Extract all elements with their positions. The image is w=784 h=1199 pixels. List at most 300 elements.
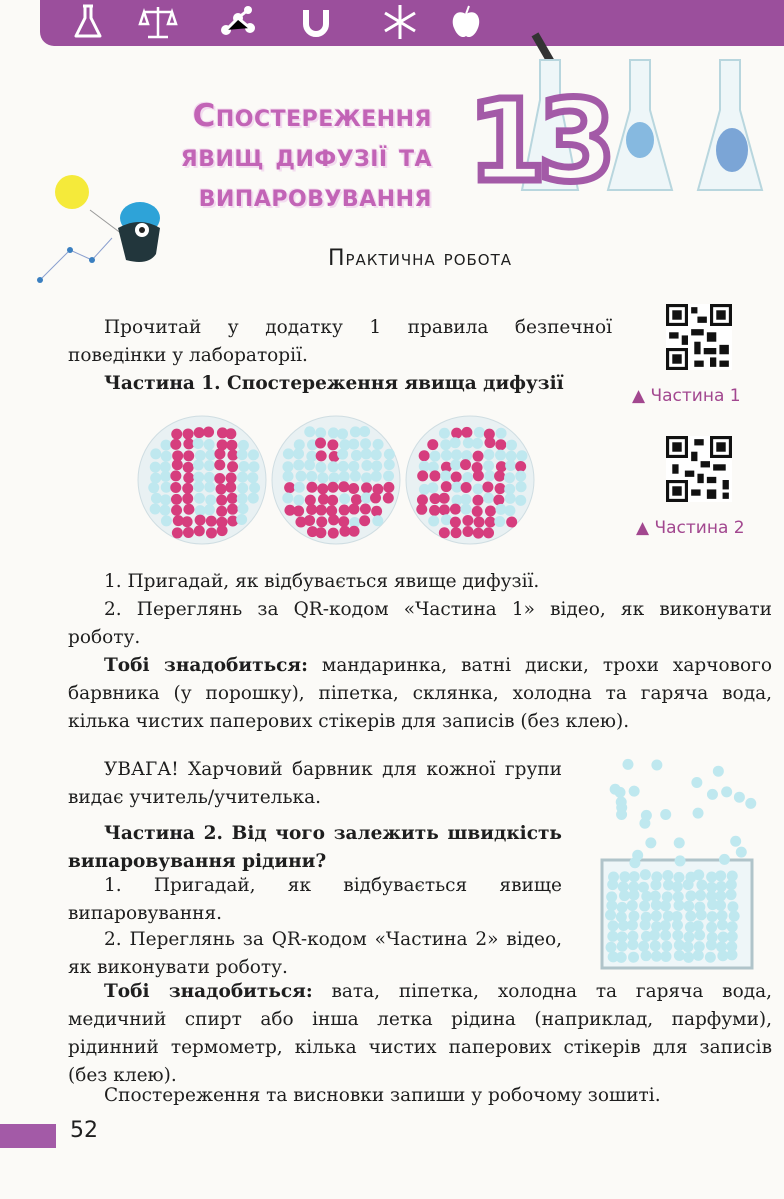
title-line-3: випаровування (198, 178, 432, 214)
particle (439, 493, 450, 504)
particle (204, 504, 215, 515)
particle (726, 949, 737, 960)
particle (638, 941, 649, 952)
particle (451, 472, 462, 483)
particle (661, 941, 672, 952)
part1-step2: 2. Переглянь за QR-кодом «Частина 1» відео, як виконувати роботу. (68, 599, 772, 648)
particle (361, 472, 372, 483)
particle (674, 900, 685, 911)
particle (605, 909, 616, 920)
particle (461, 427, 472, 438)
particle (660, 951, 671, 962)
particle (696, 880, 707, 891)
particle (450, 504, 461, 515)
particle (293, 495, 304, 506)
particle (227, 461, 238, 472)
evaporation-illustration (592, 756, 762, 972)
part1-step1: 1. Пригадай, як відбувається явище дифузії. (104, 571, 540, 592)
particle (339, 505, 350, 516)
particle (361, 448, 372, 459)
particle (461, 482, 472, 493)
particle (713, 766, 724, 777)
particle (493, 494, 504, 505)
qr-caption-part2: ▲ Частина 2 (636, 518, 745, 538)
particle (641, 810, 652, 821)
particle (483, 527, 494, 538)
particle (726, 889, 737, 900)
particle (348, 483, 359, 494)
page-footer-bar (0, 1124, 56, 1148)
particle (359, 515, 370, 526)
particle (495, 450, 506, 461)
particle (506, 451, 517, 462)
particle (429, 505, 440, 516)
particle (495, 439, 506, 450)
particle (247, 472, 258, 483)
particle (706, 940, 717, 951)
particle (326, 505, 337, 516)
particle (505, 460, 516, 471)
flask-icon (68, 2, 108, 42)
particle (329, 472, 340, 483)
title-line-2: явищ дифузії та (180, 138, 432, 174)
particle (462, 472, 473, 483)
particle (505, 493, 516, 504)
particle (660, 930, 671, 941)
particle (206, 527, 217, 538)
particle (734, 792, 745, 803)
part2-needs-label: Тобі знадобиться: (104, 981, 313, 1002)
part2-step2: 2. Переглянь за QR-кодом «Частина 2» відео, як виконувати роботу. (68, 929, 562, 978)
particle (237, 503, 248, 514)
particle (462, 515, 473, 526)
particle (727, 901, 738, 912)
particle (683, 952, 694, 963)
particle (194, 493, 205, 504)
particle (148, 482, 159, 493)
particle (674, 837, 685, 848)
particle (348, 461, 359, 472)
particle (372, 515, 383, 526)
particle (217, 525, 228, 536)
particle (193, 472, 204, 483)
particle (473, 451, 484, 462)
particle (304, 426, 315, 437)
particle (721, 786, 732, 797)
particle (641, 950, 652, 961)
particle (504, 505, 515, 516)
particle (504, 472, 515, 483)
particle (515, 471, 526, 482)
particle (717, 919, 728, 930)
particle (419, 450, 430, 461)
particle (730, 836, 741, 847)
particle (237, 483, 248, 494)
part2-heading: Частина 2. Від чого залежить швидкість випаровування рідини? (68, 823, 562, 872)
particle (151, 493, 162, 504)
particle (607, 879, 618, 890)
particle (337, 428, 348, 439)
particle (316, 505, 327, 516)
particle (238, 461, 249, 472)
particle (171, 494, 182, 505)
particle (506, 517, 517, 528)
particle (482, 481, 493, 492)
molecule-icon (218, 2, 258, 42)
particle (193, 438, 204, 449)
particle (674, 950, 685, 961)
particle (351, 450, 362, 461)
particle (417, 494, 428, 505)
particle (628, 952, 639, 963)
particle (705, 952, 716, 963)
qr-code-part2[interactable] (666, 436, 732, 502)
lesson-number: 13 (468, 77, 608, 207)
particle (383, 492, 394, 503)
particle (160, 494, 171, 505)
particle (306, 482, 317, 493)
particle (160, 505, 171, 516)
particle (283, 471, 294, 482)
particle (608, 920, 619, 931)
particle (650, 880, 661, 891)
particle (496, 428, 507, 439)
particle (293, 506, 304, 517)
particle (306, 504, 317, 515)
particle (629, 786, 640, 797)
particle (371, 461, 382, 472)
particle (715, 870, 726, 881)
particle (672, 881, 683, 892)
particle (349, 504, 360, 515)
particle (359, 426, 370, 437)
particle (693, 808, 704, 819)
particle (683, 879, 694, 890)
particle (450, 517, 461, 528)
particle (161, 482, 172, 493)
particle (627, 939, 638, 950)
particle (473, 483, 484, 494)
particle (619, 871, 630, 882)
particle (237, 493, 248, 504)
particle (606, 900, 617, 911)
particle (472, 438, 483, 449)
particle (360, 438, 371, 449)
particle (640, 920, 651, 931)
particle (484, 437, 495, 448)
particle (315, 427, 326, 438)
particle (293, 448, 304, 459)
particle (693, 920, 704, 931)
particle (338, 461, 349, 472)
particle (460, 459, 471, 470)
particle (205, 495, 216, 506)
particle (182, 493, 193, 504)
particle (672, 920, 683, 931)
particle (284, 482, 295, 493)
particle (506, 440, 517, 451)
particle (707, 911, 718, 922)
particle (195, 515, 206, 526)
particle (172, 459, 183, 470)
particle (451, 428, 462, 439)
particle (170, 439, 181, 450)
particle (430, 451, 441, 462)
qr-code-part1[interactable] (666, 304, 732, 370)
particle (183, 450, 194, 461)
qr-caption-part1: ▲ Частина 1 (632, 386, 741, 406)
part2-step1: 1. Пригадай, як відбувається явище випаровування. (68, 875, 562, 924)
particle (350, 471, 361, 482)
particle (339, 471, 350, 482)
particle (195, 450, 206, 461)
particle (450, 437, 461, 448)
particle (729, 911, 740, 922)
particle (370, 492, 381, 503)
particle (662, 870, 673, 881)
particle (660, 920, 671, 931)
particle (617, 941, 628, 952)
particle (685, 911, 696, 922)
part1-needs (68, 652, 772, 736)
diffusion-illustration (136, 414, 536, 550)
particle (429, 470, 440, 481)
particle (484, 470, 495, 481)
particle (715, 900, 726, 911)
particle (516, 450, 527, 461)
particle (182, 483, 193, 494)
particle (715, 890, 726, 901)
particle (194, 525, 205, 536)
particle (204, 481, 215, 492)
particle (516, 481, 527, 492)
particle (494, 471, 505, 482)
particle (248, 449, 259, 460)
particle (328, 514, 339, 525)
particle (304, 460, 315, 471)
particle (351, 494, 362, 505)
part1-needs-label: Тобі знадобиться: (104, 655, 308, 676)
particle (662, 891, 673, 902)
particle (327, 482, 338, 493)
particle (616, 952, 627, 963)
particle (204, 460, 215, 471)
particle (294, 482, 305, 493)
particle (472, 495, 483, 506)
particle (237, 449, 248, 460)
particle (483, 493, 494, 504)
particle (683, 941, 694, 952)
particle (338, 516, 349, 527)
particle (216, 484, 227, 495)
particle (316, 450, 327, 461)
particle (474, 427, 485, 438)
particle (639, 901, 650, 912)
particle (248, 461, 259, 472)
particle (248, 493, 259, 504)
particle (485, 506, 496, 517)
particle (195, 505, 206, 516)
particle (483, 460, 494, 471)
particle (383, 471, 394, 482)
particle (225, 482, 236, 493)
particle (628, 889, 639, 900)
particle (427, 482, 438, 493)
particle (204, 472, 215, 483)
particle (150, 503, 161, 514)
particle (439, 428, 450, 439)
particle (226, 440, 237, 451)
particle (495, 483, 506, 494)
particle (371, 506, 382, 517)
particle (451, 449, 462, 460)
particle (617, 902, 628, 913)
particle (474, 517, 485, 528)
particle (315, 527, 326, 538)
section-subtitle: Практична робота (327, 246, 513, 271)
particle (204, 439, 215, 450)
particle (650, 940, 661, 951)
particle (673, 872, 684, 883)
particle (236, 514, 247, 525)
particle (194, 427, 205, 438)
particle (317, 483, 328, 494)
particle (694, 930, 705, 941)
particle (727, 931, 738, 942)
particle (462, 526, 473, 537)
particle (660, 809, 671, 820)
particle (349, 526, 360, 537)
particle (441, 450, 452, 461)
particle (203, 426, 214, 437)
particle (339, 493, 350, 504)
particle (683, 901, 694, 912)
particle (640, 869, 651, 880)
particle (293, 460, 304, 471)
part2-needs-text: вата, піпетка, холодна та гаряча вода, медичний спирт або інша летка рідина (наприклад, парфуми), рідинний термометр, кілька чистих паперових стікерів для записів (без клею). (68, 981, 773, 1086)
particle (651, 951, 662, 962)
magnet-icon (296, 2, 336, 42)
particle (627, 920, 638, 931)
particle (227, 504, 238, 515)
particle (629, 871, 640, 882)
particle (328, 461, 339, 472)
particle (317, 472, 328, 483)
particle (496, 461, 507, 472)
particle (736, 847, 747, 858)
particle (282, 492, 293, 503)
particle (416, 504, 427, 515)
particle (515, 495, 526, 506)
particle (428, 515, 439, 526)
particle (283, 448, 294, 459)
particle (632, 850, 643, 861)
particle (338, 481, 349, 492)
particle (460, 504, 471, 515)
snowflake-icon (380, 2, 420, 42)
particle (707, 789, 718, 800)
particle (719, 854, 730, 865)
particle (726, 879, 737, 890)
particle (440, 470, 451, 481)
particle (685, 890, 696, 901)
particle (651, 910, 662, 921)
particle (622, 759, 633, 770)
particle (645, 837, 656, 848)
particle (238, 440, 249, 451)
particle (214, 473, 225, 484)
particle (214, 459, 225, 470)
particle (472, 506, 483, 517)
particle (206, 516, 217, 527)
particle (170, 470, 181, 481)
particle (327, 495, 338, 506)
apple-icon (446, 2, 486, 42)
particle (361, 460, 372, 471)
particle (440, 439, 451, 450)
particle (439, 527, 450, 538)
particle (627, 900, 638, 911)
particle (616, 802, 627, 813)
particle (171, 505, 182, 516)
particle (361, 482, 372, 493)
intro-paragraph: Прочитай у додатку 1 правила безпечної поведінки у лабораторії. (68, 317, 612, 366)
particle (161, 440, 172, 451)
particle (606, 942, 617, 953)
particle (439, 504, 450, 515)
particle (660, 900, 671, 911)
particle (696, 909, 707, 920)
mascot-illustration (30, 170, 170, 290)
particle (171, 429, 182, 440)
particle (150, 472, 161, 483)
particle (150, 462, 161, 473)
particle (183, 462, 194, 473)
particle (693, 950, 704, 961)
particle (183, 472, 194, 483)
particle (417, 470, 428, 481)
particle (373, 439, 384, 450)
particle (383, 482, 394, 493)
particle (160, 471, 171, 482)
particle (304, 515, 315, 526)
particle (684, 931, 695, 942)
particle (327, 439, 338, 450)
particle (727, 921, 738, 932)
particle (706, 922, 717, 933)
particle (619, 890, 630, 901)
particle (473, 470, 484, 481)
title-line-1: Спостереження (192, 98, 432, 134)
particle (296, 471, 307, 482)
particle (183, 527, 194, 538)
particle (214, 448, 225, 459)
particle (360, 504, 371, 515)
particle (183, 504, 194, 515)
particle (371, 449, 382, 460)
particle (745, 798, 756, 809)
particle (183, 428, 194, 439)
particle (182, 516, 193, 527)
particle (485, 516, 496, 527)
particle (216, 495, 227, 506)
particle (384, 459, 395, 470)
particle (226, 472, 237, 483)
scales-icon (138, 2, 178, 42)
particle (427, 439, 438, 450)
particle (691, 777, 702, 788)
particle (315, 462, 326, 473)
